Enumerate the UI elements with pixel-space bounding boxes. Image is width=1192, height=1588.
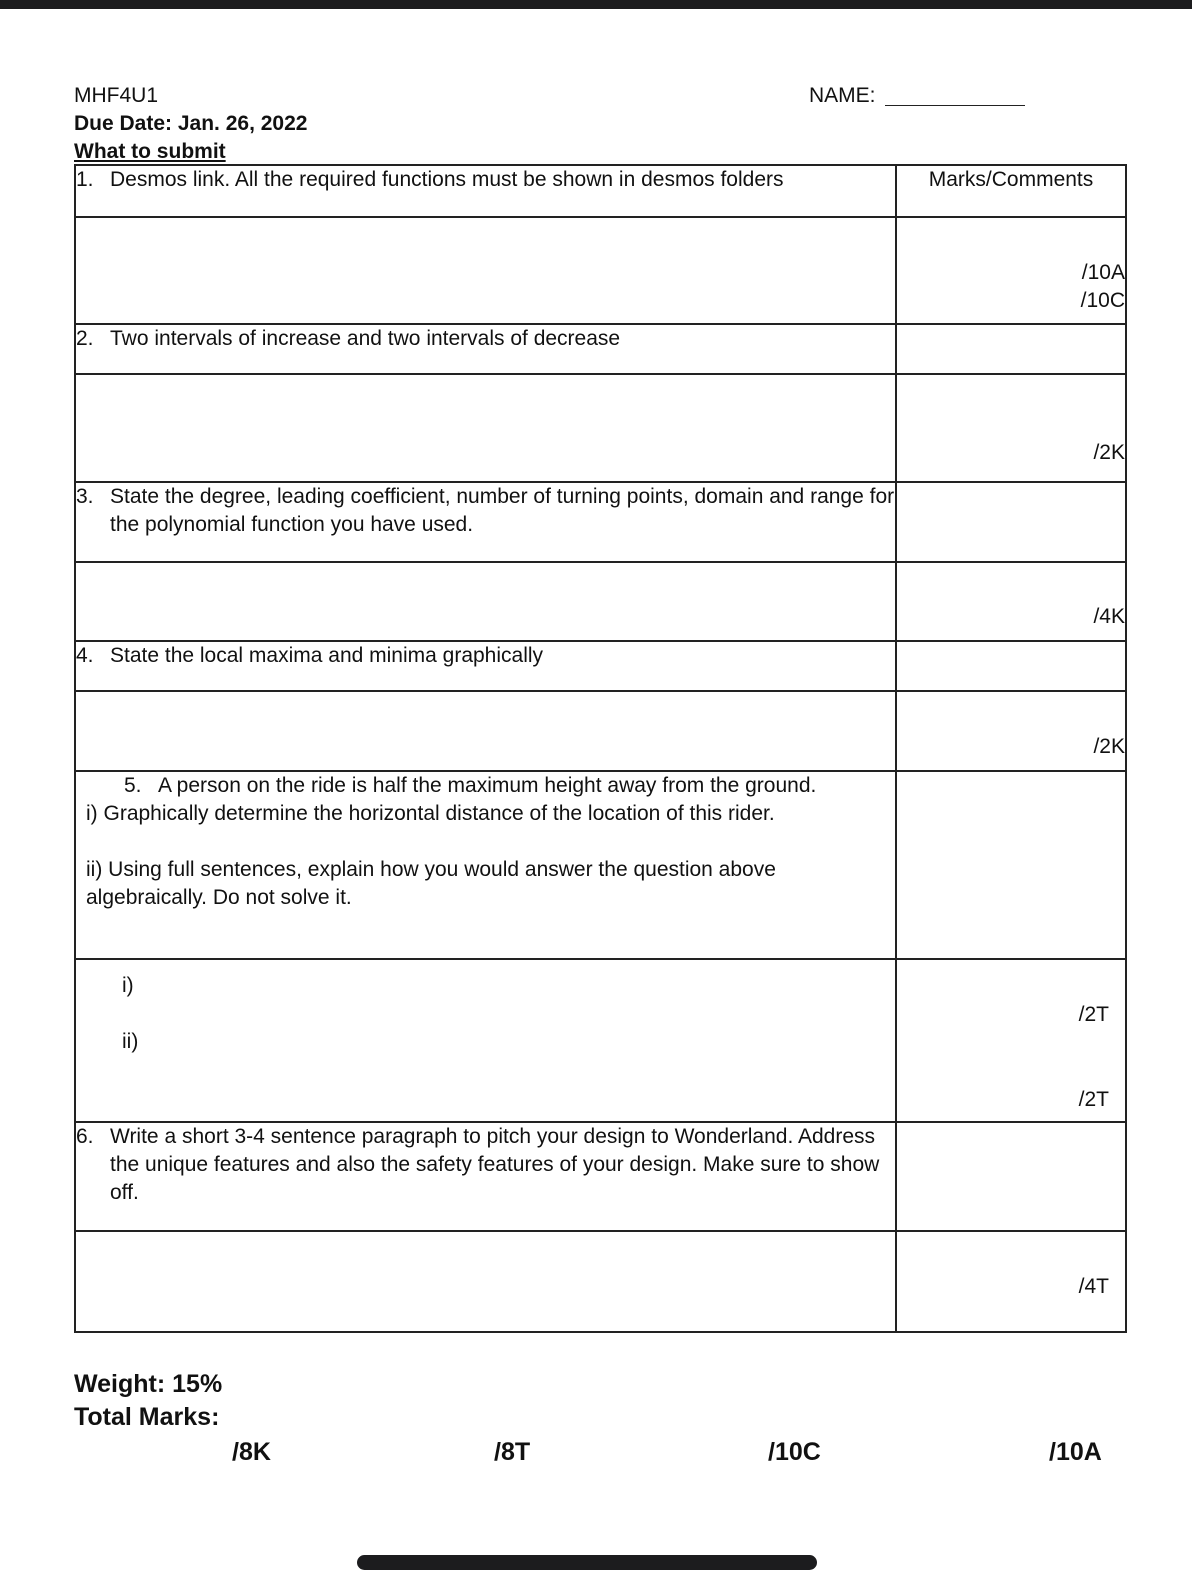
question-cell-6: 6. Write a short 3-4 sentence paragraph to pitch your design to Wonderland. Address the unique features and also the safety features of your design. Make sure to show off. — [75, 1122, 896, 1230]
mark-4k: /4K — [1093, 604, 1125, 628]
what-to-submit-heading: What to submit — [74, 140, 226, 163]
marks-cell-q2 — [896, 324, 1126, 375]
question-row-4 — [75, 641, 1126, 692]
question-cell-3: 3. State the degree, leading coefficient, number of turning points, domain and range for the polynomial function you have used. — [75, 482, 896, 562]
question-row-2 — [75, 324, 1126, 375]
answer-row-2 — [75, 374, 1126, 481]
marks-cell-q6 — [896, 1122, 1126, 1230]
total-8k: /8K — [232, 1438, 271, 1466]
marks-cell-2 — [896, 374, 1126, 481]
answer-row-1 — [75, 217, 1126, 324]
answer-cell-4[interactable] — [75, 691, 896, 771]
mark-10c: /10C — [1080, 288, 1125, 312]
name-label: NAME: — [809, 84, 876, 107]
marks-cell-q5 — [896, 771, 1126, 959]
question-5-part-ii: ii) Using full sentences, explain how you would answer the question above algebraically. Do not solve it. — [86, 858, 776, 910]
answer-5-i-label: i) — [122, 974, 134, 998]
question-3-text: State the degree, leading coefficient, number of turning points, domain and range for the polynomial function you have used. — [110, 484, 895, 536]
question-2-text: Two intervals of increase and two intervals of decrease — [110, 326, 621, 350]
answer-cell-5[interactable] — [75, 959, 896, 1122]
question-row-3 — [75, 482, 1126, 562]
answer-row-4 — [75, 691, 1126, 771]
total-10a: /10A — [1049, 1438, 1102, 1466]
mark-2t-ii: /2T — [1078, 1088, 1109, 1112]
question-4-text: State the local maxima and minima graphically — [110, 643, 544, 667]
marks-cell-5 — [896, 959, 1126, 1122]
mark-4t: /4T — [1078, 1274, 1109, 1298]
marks-comments-header: Marks/Comments — [896, 165, 1126, 217]
answer-row-5 — [75, 959, 1126, 1122]
home-indicator[interactable] — [357, 1555, 817, 1570]
mark-2k-b: /2K — [1093, 735, 1125, 759]
marks-cell-3 — [896, 562, 1126, 641]
total-8t: /8T — [494, 1438, 531, 1466]
name-blank-line — [885, 105, 1025, 106]
mark-10a: /10A — [1081, 260, 1125, 284]
mark-2k: /2K — [1093, 441, 1125, 465]
question-cell-1: 1. Desmos link. All the required functions must be shown in desmos folders — [75, 165, 896, 217]
question-cell-2: 2. Two intervals of increase and two intervals of decrease — [75, 324, 896, 375]
marks-cell-q3 — [896, 482, 1126, 562]
question-row-6 — [75, 1122, 1126, 1230]
marks-cell-6 — [896, 1231, 1126, 1332]
question-row-1 — [75, 165, 1126, 217]
course-code: MHF4U1 — [74, 84, 159, 107]
answer-cell-6[interactable] — [75, 1231, 896, 1332]
due-date: Due Date: Jan. 26, 2022 — [74, 112, 308, 135]
marks-cell-1 — [896, 217, 1126, 324]
marks-cell-4 — [896, 691, 1126, 771]
question-cell-5: 5. A person on the ride is half the maximum height away from the ground. i) Graphically determine the horizontal distance of the location of this rider. ii) Using full sentences, explain how you would answer the question above algebraically. Do not solve it. — [75, 771, 896, 959]
total-10c: /10C — [768, 1438, 821, 1466]
marks-cell-q4 — [896, 641, 1126, 692]
answer-row-3 — [75, 562, 1126, 641]
weight-label: Weight: 15% — [74, 1370, 223, 1398]
question-cell-4: 4. State the local maxima and minima graphically — [75, 641, 896, 692]
rubric-table — [74, 164, 1127, 1333]
answer-cell-3[interactable] — [75, 562, 896, 641]
question-1-text: Desmos link. All the required functions must be shown in desmos folders — [110, 168, 784, 191]
answer-5-ii-label: ii) — [122, 1030, 139, 1054]
question-5-text: A person on the ride is half the maximum height away from the ground. — [158, 774, 817, 798]
answer-cell-2[interactable] — [75, 374, 896, 481]
top-status-bar — [0, 0, 1192, 9]
question-6-text: Write a short 3-4 sentence paragraph to pitch your design to Wonderland. Address the unique features and also the safety features of your design. Make sure to show off. — [110, 1125, 880, 1205]
answer-cell-1[interactable] — [75, 217, 896, 324]
answer-row-6 — [75, 1231, 1126, 1332]
question-5-part-i: i) Graphically determine the horizontal distance of the location of this rider. — [86, 802, 775, 826]
total-marks-label: Total Marks: — [74, 1403, 220, 1431]
question-row-5 — [75, 771, 1126, 959]
mark-2t-i: /2T — [1078, 1003, 1109, 1027]
